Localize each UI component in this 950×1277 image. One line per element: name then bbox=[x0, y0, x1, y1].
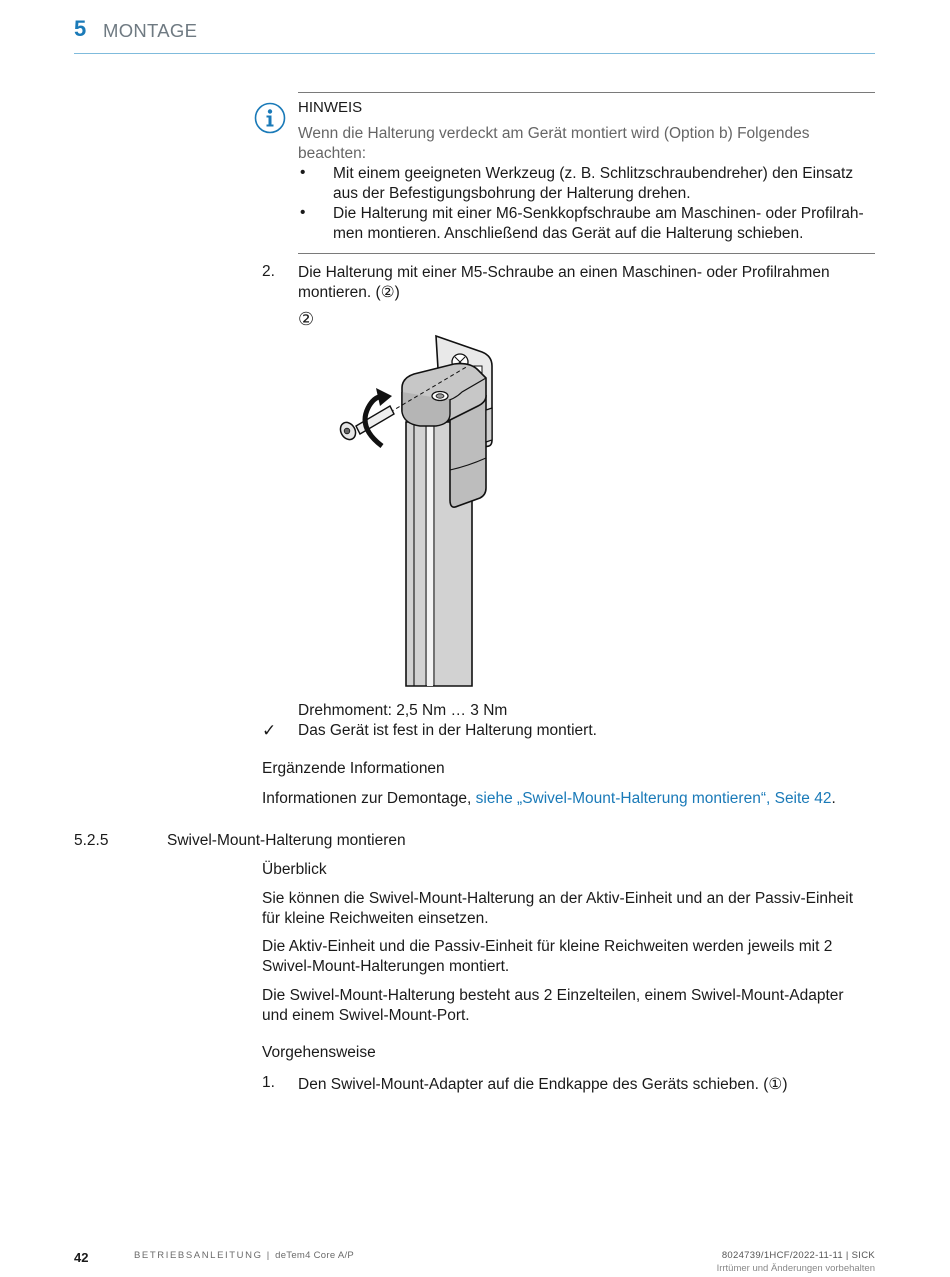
note-bullet-1: Mit einem geeigneten Werkzeug (z. B. Schlitzschraubendreher) den Einsatz aus der Befestigungsbohrung der Halterung drehen. bbox=[333, 165, 854, 202]
bullet-symbol: • bbox=[300, 204, 306, 221]
overview-paragraph-3: Die Swivel-Mount-Halterung besteht aus 2 Einzelteilen, einem Swivel-Mount-Adapter und einem Swivel-Mount-Port. bbox=[262, 987, 844, 1024]
additional-info-heading: Ergänzende Informationen bbox=[262, 760, 445, 777]
cross-reference-link[interactable]: siehe „Swivel-Mount-Halterung montieren“, Seite 42 bbox=[475, 790, 832, 807]
header-rule bbox=[74, 53, 875, 54]
result-text: Das Gerät ist fest in der Halterung montiert. bbox=[298, 722, 597, 739]
footer-document-id: 8024739/1HCF/2022-11-11 | SICK bbox=[721, 1250, 875, 1261]
page-number: 42 bbox=[74, 1250, 89, 1265]
checkmark-icon: ✓ bbox=[262, 721, 277, 740]
bullet-symbol: • bbox=[300, 164, 306, 181]
note-bottom-rule bbox=[298, 253, 875, 254]
chapter-number: 5 bbox=[74, 16, 87, 41]
step-text: Die Halterung mit einer M5-Schraube an einen Maschinen- oder Profilrahmen montieren. (②) bbox=[298, 264, 830, 301]
note-bullet-2: Die Halterung mit einer M6-Senkkopfschraube am Maschinen- oder Profilrah- men montieren. Anschließend das Gerät auf die Halterung schieben. bbox=[333, 205, 864, 242]
torque-value: Drehmoment: 2,5 Nm … 3 Nm bbox=[298, 702, 508, 719]
step-number: 1. bbox=[262, 1074, 275, 1091]
overview-paragraph-2: Die Aktiv-Einheit und die Passiv-Einheit für kleine Reichweiten werden jeweils mit 2 Swivel-Mount-Halterungen montiert. bbox=[262, 938, 833, 975]
additional-info-text: Informationen zur Demontage, siehe „Swivel-Mount-Halterung montieren“, Seite 42. bbox=[262, 790, 836, 807]
overview-heading: Überblick bbox=[262, 861, 327, 878]
step-text: Den Swivel-Mount-Adapter auf die Endkappe des Geräts schieben. (①) bbox=[298, 1076, 788, 1093]
section-title: Swivel-Mount-Halterung montieren bbox=[167, 832, 406, 849]
info-circle-icon bbox=[254, 102, 286, 134]
footer-disclaimer: Irrtümer und Änderungen vorbehalten bbox=[716, 1263, 875, 1274]
section-number: 5.2.5 bbox=[74, 832, 109, 849]
step-number: 2. bbox=[262, 263, 275, 280]
overview-paragraph-1: Sie können die Swivel-Mount-Halterung an der Aktiv-Einheit und an der Passiv-Einheit für kleine Reichweiten einsetzen. bbox=[262, 890, 854, 927]
mounting-bracket-illustration bbox=[330, 330, 510, 690]
procedure-heading: Vorgehensweise bbox=[262, 1044, 376, 1061]
note-intro: Wenn die Halterung verdeckt am Gerät montiert wird (Option b) Folgendes beachten: bbox=[298, 125, 810, 162]
footer-document-title: BETRIEBSANLEITUNG | deTem4 Core A/P bbox=[134, 1250, 355, 1261]
chapter-title: MONTAGE bbox=[103, 20, 198, 41]
note-heading: HINWEIS bbox=[298, 99, 363, 116]
note-top-rule bbox=[298, 92, 875, 93]
figure-label: ② bbox=[298, 309, 315, 329]
